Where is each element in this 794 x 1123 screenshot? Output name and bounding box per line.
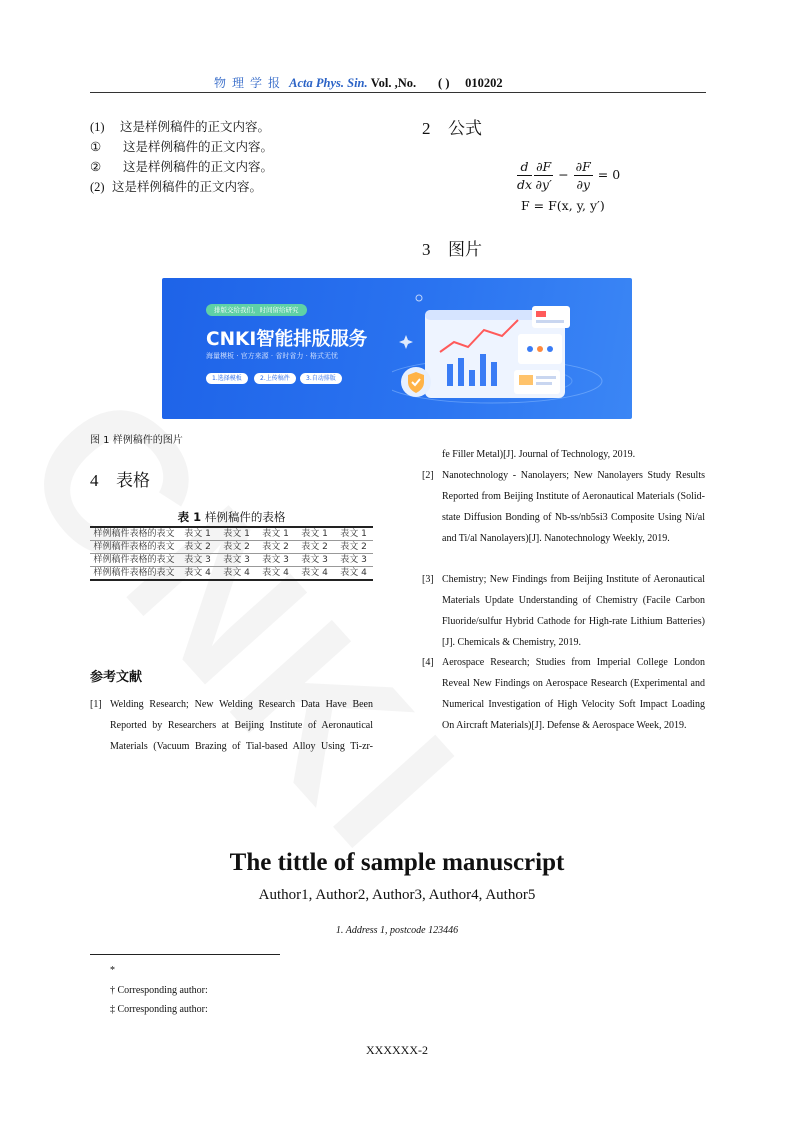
minus-sign: − — [558, 167, 569, 182]
figure-caption: 图 1 样例稿件的图片 — [90, 435, 183, 446]
author-address: 1. Address 1, postcode 123446 — [335, 925, 459, 936]
english-title: The tittle of sample manuscript — [229, 849, 565, 876]
issue-paren: ( ) — [438, 76, 450, 90]
banner-slogan-pill: 排版交给我们，时间留给研究 — [206, 304, 307, 316]
banner-subtitle: 海量模板 · 官方来源 · 省时省力 · 格式无忧 — [206, 352, 339, 360]
table-cell: 表文 1 — [223, 529, 250, 539]
table-caption-text: 样例稿件的表格 — [204, 510, 286, 524]
reference-text: Aerospace Research; Studies from Imperial College London Reveal New Findings on Aerospace Research (Experimental and Numerical Investigation of High Velocity Soft Impact Loading On Aircraft Materials)[J]. Defense & Aerospace Week, 2019. — [442, 657, 705, 731]
table-cell: 表文 3 — [301, 555, 328, 565]
list-text: 这是样例稿件的正文内容。 — [123, 159, 274, 174]
table-cell: 表文 2 — [340, 542, 367, 552]
list-marker: ② — [90, 160, 102, 174]
table-row — [90, 541, 373, 554]
list-text: 这是样例稿件的正文内容。 — [120, 119, 271, 134]
reference-item — [422, 652, 705, 757]
author-list: Author1, Author2, Author3, Author4, Author5 — [258, 887, 536, 903]
footnote: ‡ Corresponding author: — [110, 1004, 208, 1015]
fraction-d-dx: $\frac{d}{dx}$ — [517, 159, 533, 192]
reference-text: fe Filler Metal)[J]. Journal of Technology, 2019. — [442, 449, 636, 460]
table-cell: 表文 4 — [340, 568, 367, 578]
reference-index: [1] — [90, 699, 102, 710]
section-number: 4 — [90, 471, 99, 490]
banner-title: CNKI智能排版服务 — [206, 329, 368, 350]
reference-index: [4] — [422, 657, 434, 668]
list-item — [90, 177, 262, 195]
list-item — [90, 137, 273, 155]
table-cell: 表文 2 — [223, 542, 250, 552]
footnote-divider — [90, 954, 280, 955]
section-title: 表格 — [116, 471, 150, 491]
section-heading-table — [90, 466, 150, 491]
table-cell: 表文 4 — [301, 568, 328, 578]
volume-number: Vol. ,No. — [370, 76, 417, 90]
header-line — [214, 74, 503, 91]
reference-item — [422, 569, 705, 653]
banner-step: 3.自动排版 — [300, 373, 342, 384]
table-cell: 表文 2 — [184, 542, 211, 552]
banner-dashboard-illustration — [392, 286, 627, 414]
reference-text: Nanotechnology - Nanolayers; New Nanolayers Study Results Reported from Beijing Institute of Aeronautical Materials (Solid-state Diffusion Bonding of Nb-ss/nb5si3 Composite Using Ni/al and Ti/al Nanolayers)[J]. Nanotechnology Weekly, 2019. — [442, 470, 705, 544]
section-heading-formula — [422, 114, 482, 139]
table-cell: 表文 1 — [301, 529, 328, 539]
reference-item — [422, 465, 705, 570]
table-cell: 表文 2 — [301, 542, 328, 552]
reference-index: [2] — [422, 470, 434, 481]
fraction-dF-dy: $\frac{\partial F}{\partial y}$ — [575, 159, 591, 192]
section-title: 公式 — [448, 119, 482, 139]
table-cell: 表文 3 — [184, 555, 211, 565]
list-item — [90, 157, 273, 175]
table-cell: 样例稿件表格的表文 — [93, 568, 175, 578]
banner-step: 1.选择模板 — [206, 373, 248, 384]
equals-zero: = 0 — [597, 167, 621, 182]
journal-name-cn: 物理学报 — [214, 76, 287, 90]
table-caption — [90, 509, 373, 525]
table-cell: 表文 1 — [262, 529, 289, 539]
table-cell: 表文 3 — [340, 555, 367, 565]
journal-name-en: Acta Phys. Sin. — [289, 76, 368, 90]
section-title: 图片 — [448, 240, 482, 260]
reference-text: Welding Research; New Welding Research Data Have Been Reported by Researchers at Beijing Institute of Aeronautical Materials (Vacuum Brazing of Tial-based Alloy Using Ti-zr- — [110, 699, 373, 752]
table-cell: 表文 3 — [262, 555, 289, 565]
table-cell: 样例稿件表格的表文 — [93, 529, 175, 539]
table-row — [90, 567, 373, 581]
section-heading-figure — [422, 235, 482, 260]
sample-table — [90, 526, 373, 581]
list-item — [90, 117, 270, 135]
footnote: * — [110, 965, 115, 976]
list-text: 这是样例稿件的正文内容。 — [112, 179, 263, 194]
running-header — [90, 72, 706, 93]
banner-step: 2.上传稿件 — [254, 373, 296, 384]
list-marker: (1) — [90, 120, 105, 134]
table-caption-label: 表 1 — [177, 510, 202, 524]
section-number: 3 — [422, 240, 431, 259]
section-number: 2 — [422, 119, 431, 138]
list-marker: ① — [90, 140, 102, 154]
table-cell: 样例稿件表格的表文 — [93, 555, 175, 565]
cnki-banner-image — [162, 278, 632, 419]
table-cell: 表文 4 — [223, 568, 250, 578]
reference-item — [90, 694, 373, 760]
list-marker: (2) — [90, 180, 105, 194]
table-row — [90, 554, 373, 567]
table-cell: 表文 2 — [262, 542, 289, 552]
list-text: 这是样例稿件的正文内容。 — [123, 139, 274, 154]
equation-functional: F = F(x, y, y′) — [521, 198, 605, 213]
equation-euler-lagrange — [516, 159, 620, 192]
reference-index: [3] — [422, 574, 434, 585]
table-row — [90, 527, 373, 541]
table-cell: 表文 4 — [262, 568, 289, 578]
table-cell: 样例稿件表格的表文 — [93, 542, 175, 552]
table-cell: 表文 1 — [340, 529, 367, 539]
table-cell: 表文 4 — [184, 568, 211, 578]
footnote: † Corresponding author: — [110, 985, 208, 996]
table-cell: 表文 3 — [223, 555, 250, 565]
table-cell: 表文 1 — [184, 529, 211, 539]
fraction-dF-dyprime: $\frac{\partial F}{\partial y'}$ — [535, 159, 552, 192]
page-number: XXXXXX-2 — [366, 1043, 428, 1057]
article-number: 010202 — [465, 76, 503, 90]
references-heading: 参考文献 — [90, 670, 143, 685]
reference-text: Chemistry; New Findings from Beijing Institute of Aeronautical Materials Update Understanding of Chemistry (Facile Carbon Fluoride/sulfur Hybrid Cathode for High-rate Lithium Batteries)[J]. Chemicals & Chemistry, 2019. — [442, 574, 705, 648]
